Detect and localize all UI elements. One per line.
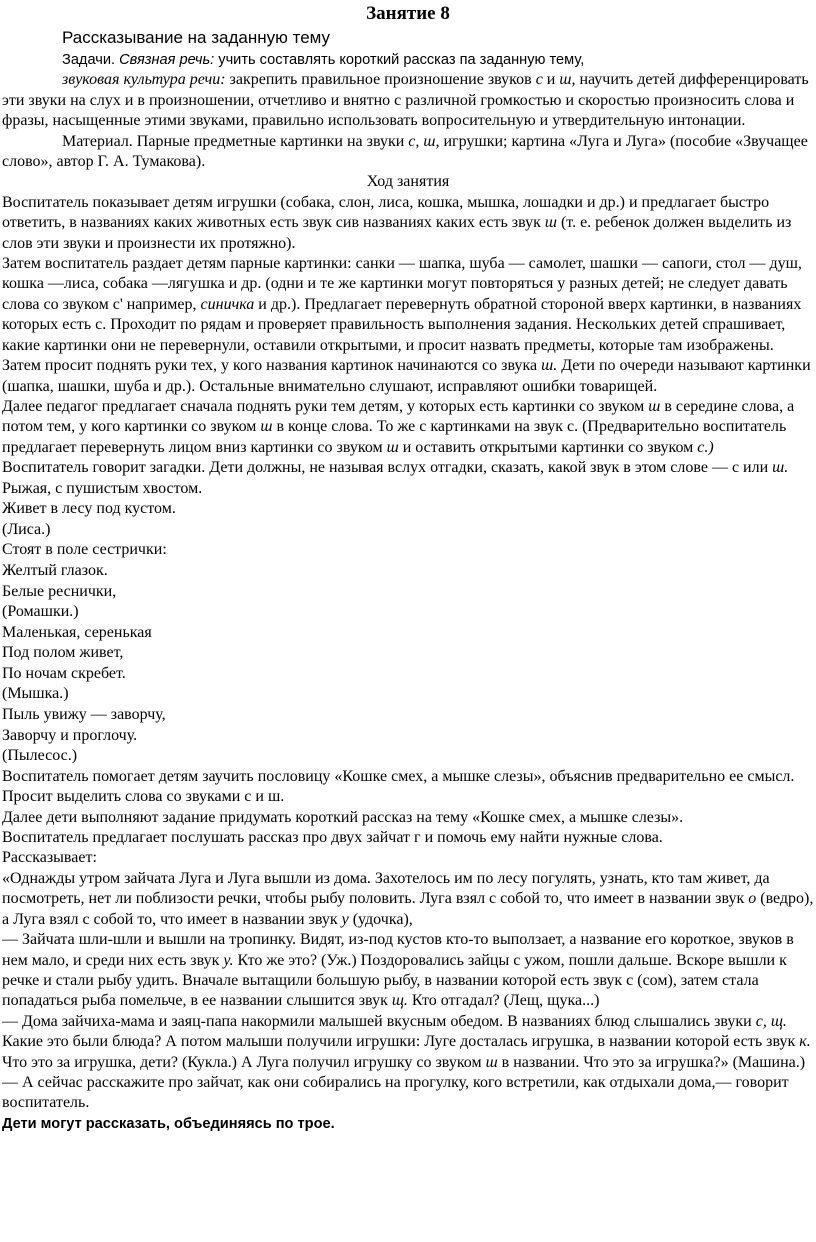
p10-text-a: — Зайчата шли-шли и вышли на тропинку. Видят, из-под кустов кто-то выползает, а название его короткое, звуков в нем мало, и среди них есть звук <box>2 931 794 969</box>
sound-label: звуковая культура речи: <box>62 71 226 89</box>
p9-text-a: «Однажды утром зайчата Луга и Луга вышли из дома. Захотелось им по лесу погулять, узнать, кто там живет, да посмотреть, нет ли поблизости речки, чтобы рыбу половить. Луга взял с собой то, что имеет в названии звук <box>2 869 770 908</box>
p10-text-b: Кто же это? (Уж.) Поздоровались зайцы с ужом, пошли дальше. Вскоре вышли к речке и стали рыбу удить. Вначале вытащили большую рыбу, в названии которой есть звук с (сом), затем стала попадаться рыба помельче, в ее названии слышится звук <box>2 951 787 1010</box>
p11-text-c: Что это за игрушка, дети? (Кукла.) А Луга получил игрушку со звуком <box>2 1053 486 1071</box>
p9-text-c: (удочка), <box>348 910 413 928</box>
riddle-line: Под полом живет, <box>2 644 124 662</box>
p3-text-d: и оставить открытыми картинки со звуком <box>398 438 698 456</box>
page-subtitle: Рассказывание на заданную тему <box>62 28 331 47</box>
p9-sound-u: у <box>341 910 349 928</box>
p9-text-b: (ведро), а Луга взял с собой то, что имеет в названии звук <box>2 890 814 928</box>
riddle-line: Желтый глазок. <box>2 561 108 579</box>
riddle-line: Заворчу и проглочу. <box>2 726 138 744</box>
p3-text-a: Далее педагог предлагает сначала поднять руки тем детям, у которых есть картинки со звуком <box>2 397 649 415</box>
p1-sound: ш <box>544 214 557 232</box>
material-text-1: Материал. Парные предметные картинки на звуки <box>62 132 409 150</box>
p2-text-c: Дети по очереди называют картинки (шапка, шашки, шуба и др.). Остальные внимательно слушают, исправляют ошибки товарищей. <box>2 357 811 395</box>
sound-s: с <box>535 71 543 89</box>
paragraph-13: Дети могут рассказать, объединяясь по трое. <box>2 1115 335 1132</box>
speech-label: Связная речь: <box>119 52 215 68</box>
riddle-answer: (Лиса.) <box>2 520 51 538</box>
riddle-line: Белые реснички, <box>2 582 117 600</box>
p11-text-a: — Дома зайчиха-мама и заяц-папа накормили малышей вкусным обедом. В названиях блюд слышались звуки <box>2 1012 756 1030</box>
riddle-answer: (Ромашки.) <box>2 603 79 621</box>
paragraph-12: — А сейчас расскажите про зайчат, как они собирались на прогулку, кого встретили, как отдыхали дома,— говорит воспитатель. <box>2 1073 789 1112</box>
sound-text-2: научить детей дифференцировать эти звуки на слух и в произношении, отчетливо и внятно с различной громкостью и скоростью произносить слова и фразы, насыщенные этими звуками, правильно использовать вопросительную и утвердительную интонации. <box>2 71 809 130</box>
p10-text-c: Кто отгадал? (Лещ, щука...) <box>407 992 600 1010</box>
riddle-line: Маленькая, серенькая <box>2 623 152 641</box>
p4-sound: ш. <box>772 459 789 477</box>
paragraph-6: Далее дети выполняют задание придумать короткий рассказ на тему «Кошке смех, а мышке слезы». <box>2 808 684 826</box>
p11-text-b: Какие это были блюда? А потом малыши получили игрушки: Луге досталась игрушка, в названии которой есть звук <box>2 1033 800 1051</box>
p10-sound-u: у. <box>223 951 234 969</box>
paragraph-9 <box>2 869 814 930</box>
paragraph-8: Рассказывает: <box>2 849 97 867</box>
riddle-line: По ночам скребет. <box>2 664 126 682</box>
tasks-paragraph <box>2 49 814 70</box>
riddle-line: Рыжая, с пушистым хвостом. <box>2 479 203 497</box>
riddles-block <box>2 479 814 767</box>
course-heading: Ход занятия <box>366 173 450 191</box>
riddle-answer: (Пылесос.) <box>2 747 78 765</box>
paragraph-2 <box>2 254 814 397</box>
paragraph-3 <box>2 397 814 458</box>
tasks-label: Задачи. <box>62 52 120 68</box>
p3-sound-1: ш <box>648 397 661 415</box>
sound-and: и <box>542 71 560 89</box>
p3-sound-3: ш <box>386 438 399 456</box>
material-sounds: с, ш, <box>408 132 440 150</box>
p3-text-c: в конце слова. То же с картинками на звук с. (Предварительно воспитатель предлагает перевернуть лицом вниз картинки со звуком <box>2 418 787 456</box>
p11-sound-k: к. <box>799 1033 811 1051</box>
p2-word: синичка <box>200 295 255 313</box>
paragraph-10 <box>2 930 814 1012</box>
p3-sound-4: с.) <box>697 438 714 456</box>
riddle-line: Живет в лесу под кустом. <box>2 500 176 518</box>
p1-text-a: Воспитатель показывает детям игрушки (собака, слон, лиса, кошка, мышка, лошадки и др.) и предлагает быстро ответить, в названиях каких животных есть звук сив названиях каких есть звук <box>2 193 770 232</box>
p10-sound-shch: щ. <box>391 992 408 1010</box>
p11-sounds: с, щ. <box>755 1012 787 1030</box>
p1-text-b: (т. е. ребенок должен выделить из слов эти звуки и произнести их протяжно). <box>2 214 792 252</box>
p3-sound-2: ш <box>260 418 273 436</box>
p3-text-b: в середине слова, а потом тем, у кого картинки со звуком <box>2 397 795 436</box>
riddle-line: Пыль увижу — заворчу, <box>2 706 166 724</box>
sound-text-1: закрепить правильное произношение звуков <box>225 71 536 89</box>
riddle-answer: (Мышка.) <box>2 685 69 703</box>
paragraph-5: Воспитатель помогает детям заучить пословицу «Кошке смех, а мышке слезы», объяснив предварительно ее смысл. Просит выделить слова со звуками с и ш. <box>2 767 795 806</box>
riddle-line: Стоят в поле сестрички: <box>2 541 167 559</box>
p11-sound-sh: ш <box>485 1053 498 1071</box>
p9-sound-o: о <box>748 890 757 908</box>
page-title: Занятие 8 <box>366 3 450 24</box>
p2-text-b: и др.). Предлагает перевернуть обратной стороной вверх картинки, в названиях которых есть с. Проходит по рядам и проверяет правильность выполнения задания. Нескольких детей спрашивает, какие картинки они не перевернули, оставили открытыми, и просит назвать предметы, которые там изображены. Затем просит поднять руки тех, у кого названия картинок начинаются со звука <box>2 295 802 375</box>
sound-culture-paragraph <box>2 70 814 131</box>
sound-sh: ш, <box>559 71 576 89</box>
paragraph-4 <box>2 458 814 478</box>
p4-text-a: Воспитатель говорит загадки. Дети должны, не называя вслух отгадки, сказать, какой звук в этом слове — с или <box>2 459 773 477</box>
material-paragraph <box>2 132 814 173</box>
paragraph-7: Воспитатель предлагает послушать рассказ про двух зайчат г и помочь ему найти нужные слова. <box>2 829 663 847</box>
p11-text-d: в названии. Что это за игрушка?» (Машина.) <box>497 1053 806 1071</box>
paragraph-1 <box>2 193 814 254</box>
speech-text: учить составлять короткий рассказ па заданную тему, <box>214 52 585 68</box>
p2-sound: ш. <box>541 357 558 375</box>
material-text-2: игрушки; картина «Луга и Луга» (пособие «Звучащее слово», автор Г. А. Тумакова). <box>2 132 808 171</box>
p2-text-a: Затем воспитатель раздает детям парные картинки: санки — шапка, шуба — самолет, шашки — сапоги, стол — душ, кошка —лиса, собака —лягушка и др. (одни и те же картинки могут повторяться у разных детей; не следует давать слова со звуком с' например, <box>2 255 802 313</box>
paragraph-11 <box>2 1012 814 1073</box>
